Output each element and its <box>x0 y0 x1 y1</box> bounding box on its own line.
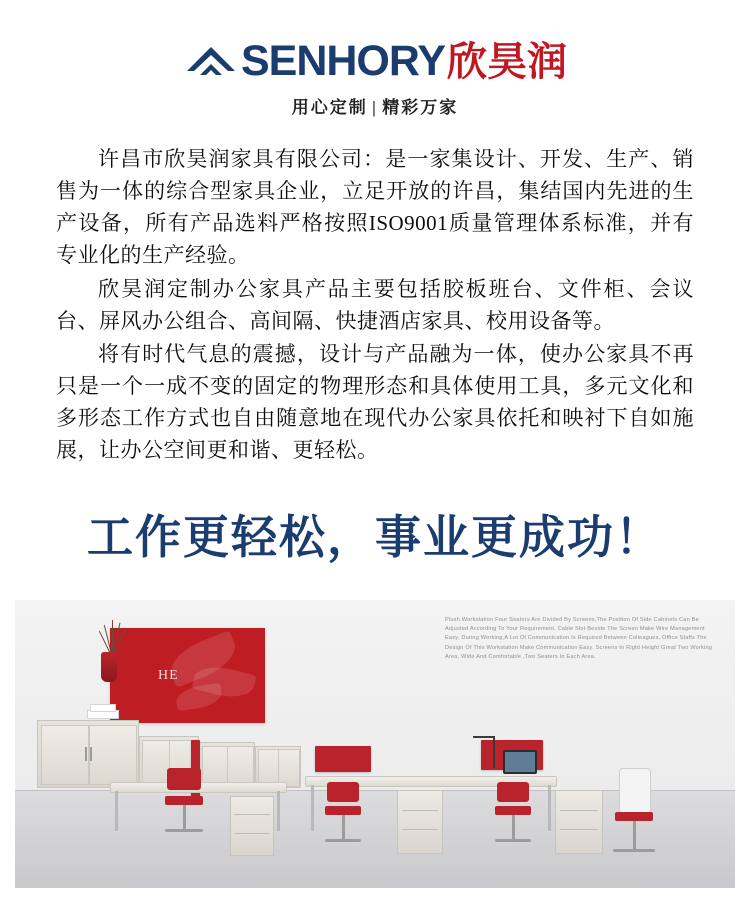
chair-post <box>633 821 636 849</box>
chair-post <box>342 815 345 839</box>
vase-decor <box>101 652 117 682</box>
brand-header <box>0 0 750 118</box>
monitor-screen <box>505 752 535 772</box>
house-roof-icon <box>183 41 239 81</box>
drawer-line <box>234 814 269 815</box>
privacy-screen <box>315 746 371 772</box>
desk-lamp-arm <box>473 736 495 738</box>
task-chair-seat <box>495 806 531 815</box>
paper-stack <box>90 704 116 712</box>
tagline-separator: | <box>371 98 379 117</box>
paragraph-1: 许昌市欣昊润家具有限公司：是一家集设计、开发、生产、销售为一体的综合型家具企业，立足开放的许昌，集结国内先进的生产设备，所有产品选料严格按照ISO9001质量管理体系标准，并有专业化的生产经验。 <box>56 147 694 267</box>
cabinet-door <box>89 725 137 785</box>
task-chair-back <box>167 768 201 790</box>
leaf-shape <box>175 683 224 711</box>
drawer-line <box>402 810 439 811</box>
cabinet-door <box>258 749 280 786</box>
desk-leg <box>311 785 314 831</box>
desk-leg <box>115 791 118 831</box>
mobile-pedestal <box>555 790 603 854</box>
desk-leg <box>548 785 551 831</box>
paragraph-2: 欣昊润定制办公家具产品主要包括胶板班台、文件柜、会议台、屏风办公组合、高间隔、快捷酒店家具、校用设备等。 <box>56 276 694 333</box>
photo-caption: Plush Workstation Four Seaters Are Divided By Screens,The Position Of Side Cabinets Can Be Adjusted According To Your Requirement. Cable Slot Beside The Screen Make Wire Management Easy, During Working,A Lot Of Communication Is Required Between Colleagues, Office Staffs The Design Of This Workstation Make Communication Easy. Screens In Right Height Great Two Working Area, Wide And Comfortable ,Two Seaters In Each Area. <box>445 617 713 660</box>
headline-slogan: 工作更轻松，事业更成功！ <box>87 512 663 564</box>
desk-lamp-post <box>493 736 495 768</box>
monitor <box>503 750 537 774</box>
mobile-pedestal <box>397 790 443 854</box>
desk-leg <box>277 791 280 831</box>
drawer-line <box>234 833 269 834</box>
task-chair-back <box>497 782 529 802</box>
cabinet-handle <box>90 747 92 761</box>
drawer-line <box>402 829 439 830</box>
cabinet-door <box>202 746 229 787</box>
company-description <box>56 144 694 467</box>
cabinet-door <box>278 749 300 786</box>
storage-cabinet <box>37 720 139 788</box>
chair-base <box>165 829 203 832</box>
wall-art-panel <box>110 628 265 723</box>
brand-chinese-name: 欣昊润 <box>447 40 568 84</box>
office-furniture-photo <box>15 600 735 888</box>
mesh-chair-back <box>619 768 651 814</box>
wall-art-label: HE <box>158 668 179 683</box>
chair-post <box>512 815 515 839</box>
drawer-line <box>560 829 599 830</box>
mobile-pedestal <box>230 796 274 856</box>
brand-latin-name: SENHORY <box>240 37 446 85</box>
chair-base <box>613 849 655 852</box>
chair-base <box>495 839 531 842</box>
cabinet-door <box>41 725 89 785</box>
task-chair-seat <box>325 806 361 815</box>
logo-row <box>0 37 750 85</box>
paragraph-3: 将有时代气息的震撼，设计与产品融为一体，使办公家具不再只是一个一成不变的固定的物理形态和具体使用工具，多元文化和多形态工作方式也自由随意地在现代办公家具依托和映衬下自如施展，让办公空间更和谐、更轻松。 <box>56 342 694 463</box>
task-chair-back <box>327 782 359 802</box>
cabinet-handle <box>85 747 87 761</box>
tagline-left: 用心定制 <box>291 98 368 117</box>
chair-post <box>183 805 186 829</box>
brand-tagline <box>0 93 750 118</box>
chair-base <box>325 839 361 842</box>
task-chair-seat <box>165 796 203 805</box>
drawer-line <box>560 810 599 811</box>
mesh-chair-seat <box>615 812 653 821</box>
tagline-right: 精彩万家 <box>382 98 459 117</box>
cabinet-door <box>227 746 254 787</box>
